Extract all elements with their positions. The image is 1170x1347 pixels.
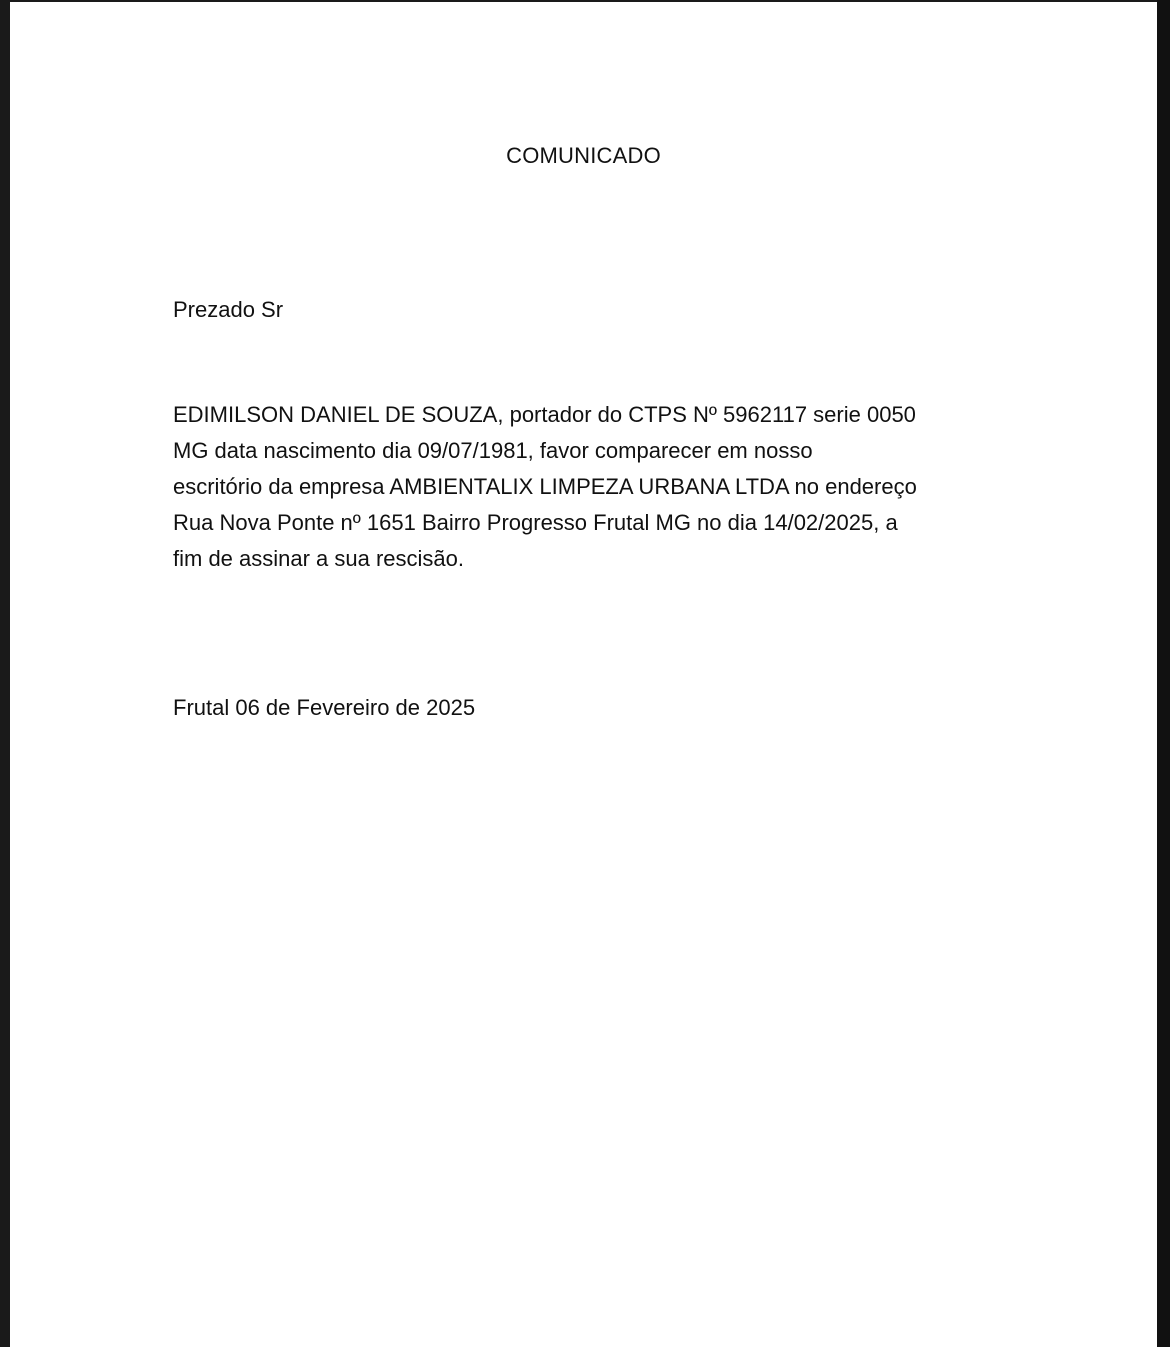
- body-paragraph: [173, 397, 993, 577]
- greeting: Prezado Sr: [173, 297, 284, 322]
- body-line: escritório da empresa AMBIENTALIX LIMPEZA URBANA LTDA no endereço: [173, 474, 917, 499]
- place-and-date: Frutal 06 de Fevereiro de 2025: [173, 695, 476, 720]
- body-line: EDIMILSON DANIEL DE SOUZA, portador do CTPS Nº 5962117 serie 0050: [173, 402, 916, 427]
- body-line: fim de assinar a sua rescisão.: [173, 546, 465, 571]
- body-line: Rua Nova Ponte nº 1651 Bairro Progresso Frutal MG no dia 14/02/2025, a: [173, 510, 898, 535]
- document-title: COMUNICADO: [506, 143, 661, 168]
- document-page: [10, 2, 1157, 1347]
- viewer-edge: [1157, 0, 1170, 1347]
- body-line: MG data nascimento dia 09/07/1981, favor comparecer em nosso: [173, 438, 813, 463]
